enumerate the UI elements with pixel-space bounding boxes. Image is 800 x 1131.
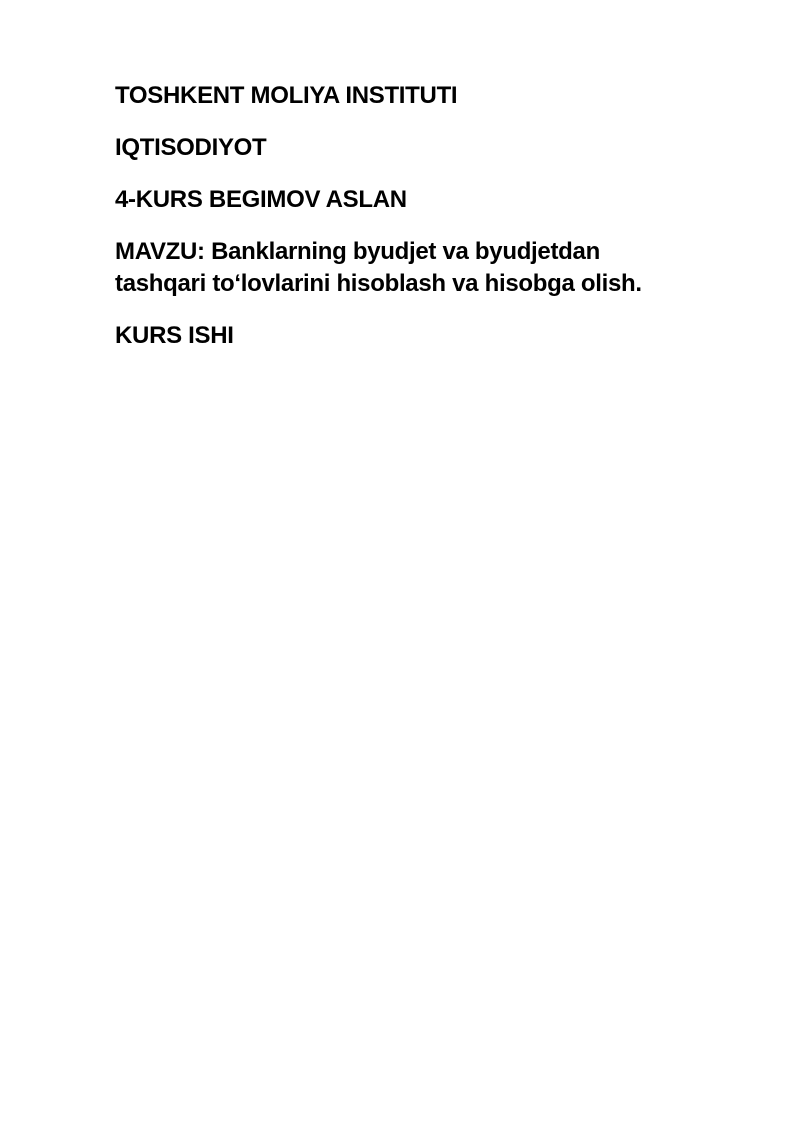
topic: [115, 236, 715, 300]
topic-line-1: MAVZU: Banklarning byudjet va byudjetdan: [115, 238, 600, 265]
student-name: 4-KURS BEGIMOV ASLAN: [115, 186, 407, 213]
work-type: KURS ISHI: [115, 322, 234, 349]
topic-line-2: tashqari to‘lovlarini hisoblash va hisobga olish.: [115, 270, 642, 297]
institution-name: TOSHKENT MOLIYA INSTITUTI: [115, 82, 458, 109]
title-page-content: [115, 80, 715, 372]
faculty-name: IQTISODIYOT: [115, 134, 267, 161]
